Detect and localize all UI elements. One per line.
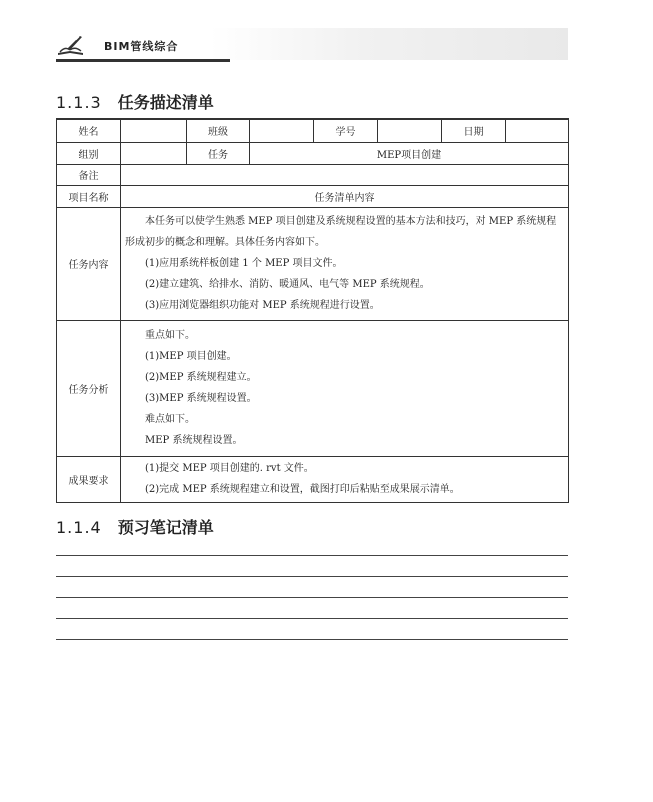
table-row xyxy=(57,119,569,142)
project-name-label: 项目名称 xyxy=(57,185,121,207)
section-title: 预习笔记清单 xyxy=(117,518,214,537)
header-title: BIM管线综合 xyxy=(104,40,179,53)
result-item: (1)提交 MEP 项目创建的. rvt 文件。 xyxy=(145,463,314,474)
book-quill-icon xyxy=(56,34,86,56)
class-value xyxy=(250,119,314,142)
group-value xyxy=(121,142,187,164)
section-title: 任务描述清单 xyxy=(117,93,214,112)
task-label: 任务 xyxy=(187,142,250,164)
key-point-item: (3)MEP 系统规程设置。 xyxy=(145,393,257,404)
header-rule xyxy=(56,59,230,62)
table-row xyxy=(57,185,569,207)
notes-line xyxy=(56,576,568,577)
result-requirement-cell xyxy=(121,456,569,502)
result-item: (2)完成 MEP 系统规程建立和设置，截图打印后粘贴至成果展示清单。 xyxy=(145,484,460,495)
task-content-item: (1)应用系统样板创建 1 个 MEP 项目文件。 xyxy=(145,258,343,269)
task-value: MEP项目创建 xyxy=(250,142,569,164)
key-point-item: (1)MEP 项目创建。 xyxy=(145,351,237,362)
table-row xyxy=(57,207,569,320)
task-content-intro: 本任务可以使学生熟悉 MEP 项目创建及系统规程设置的基本方法和技巧，对 MEP 系统规程形成初步的概念和理解。具体任务内容如下。 xyxy=(125,216,557,248)
task-content-cell xyxy=(121,207,569,320)
notes-line xyxy=(56,618,568,619)
remark-value xyxy=(121,164,569,185)
task-content-item: (3)应用浏览器组织功能对 MEP 系统规程进行设置。 xyxy=(145,300,380,311)
class-label: 班级 xyxy=(187,119,250,142)
result-requirement-label: 成果要求 xyxy=(57,456,121,502)
task-analysis-cell xyxy=(121,320,569,456)
date-value xyxy=(506,119,569,142)
table-row xyxy=(57,164,569,185)
key-points-title: 重点如下。 xyxy=(145,330,195,341)
task-description-table xyxy=(56,118,569,503)
table-row xyxy=(57,320,569,456)
task-content-label: 任务内容 xyxy=(57,207,121,320)
student-id-value xyxy=(378,119,442,142)
notes-line xyxy=(56,555,568,556)
key-point-item: (2)MEP 系统规程建立。 xyxy=(145,372,257,383)
difficult-points-title: 难点如下。 xyxy=(145,414,195,425)
date-label: 日期 xyxy=(442,119,506,142)
task-content-item: (2)建立建筑、给排水、消防、暖通风、电气等 MEP 系统规程。 xyxy=(145,279,430,290)
difficult-point-item: MEP 系统规程设置。 xyxy=(145,435,243,446)
section-number: 1.1.3 xyxy=(56,93,102,112)
name-label: 姓名 xyxy=(57,119,121,142)
section-heading-113 xyxy=(56,90,214,113)
student-id-label: 学号 xyxy=(314,119,378,142)
table-row xyxy=(57,142,569,164)
notes-line xyxy=(56,597,568,598)
section-heading-114 xyxy=(56,515,214,538)
group-label: 组别 xyxy=(57,142,121,164)
table-row xyxy=(57,456,569,502)
notes-line xyxy=(56,639,568,640)
section-number: 1.1.4 xyxy=(56,518,102,537)
task-list-header: 任务清单内容 xyxy=(121,185,569,207)
remark-label: 备注 xyxy=(57,164,121,185)
task-analysis-label: 任务分析 xyxy=(57,320,121,456)
name-value xyxy=(121,119,187,142)
